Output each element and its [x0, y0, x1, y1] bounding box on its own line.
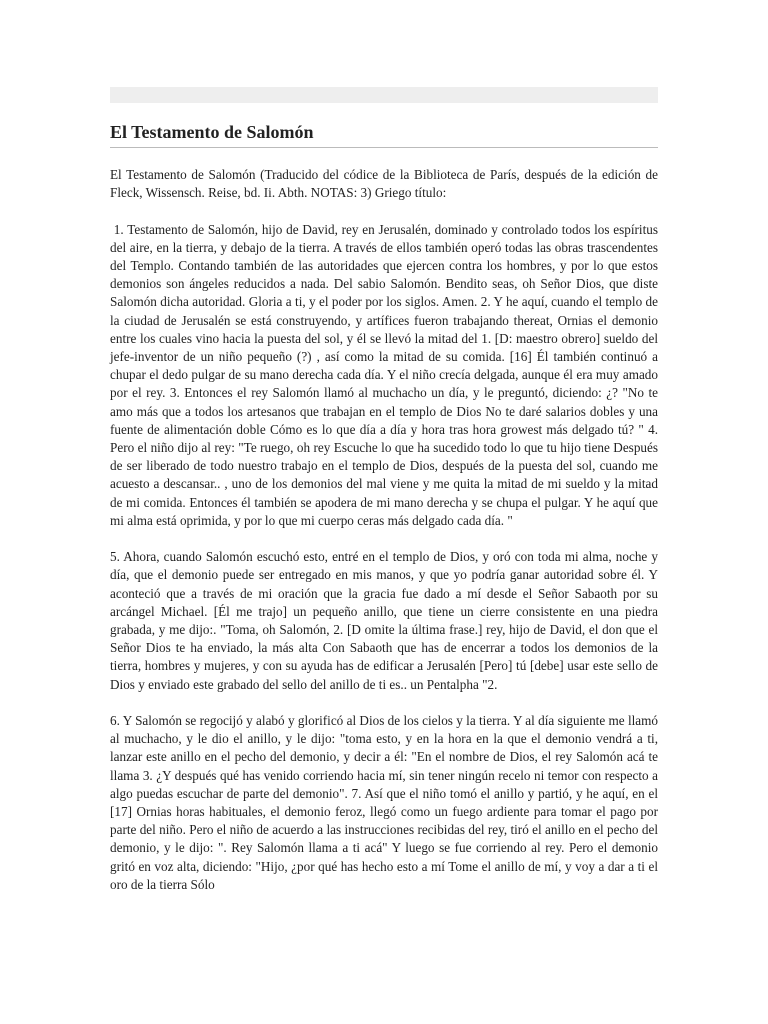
document-body [110, 166, 658, 912]
paragraph-intro: El Testamento de Salomón (Traducido del códice de la Biblioteca de París, después de la edición de Fleck, Wissensch. Reise, bd. Ii. Abth. NOTAS: 3) Griego título: [110, 167, 658, 201]
paragraph-5: 5. Ahora, cuando Salomón escuchó esto, entré en el templo de Dios, y oró con toda mi alma, noche y día, que el demonio puede ser entregado en mis manos, y que yo podría ganar autoridad sobre él. Y aconteció que a través de mi oración que la gracia fue dado a mí desde el Señor Sabaoth por su arcángel Michael. [Él me trajo] un pequeño anillo, que tiene un cierre consistente en una piedra grabada, y me dijo:. "Toma, oh Salomón, 2. [D omite la última frase.] rey, hijo de David, el don que el Señor Dios te ha enviado, la más alta Con Sabaoth que has de encerrar a todos los demonios de la tierra, hombres y mujeres, y con su ayuda has de edificar a Jerusalén [Pero] tú [debe] usar este sello de Dios y enviado este grabado del sello del anillo de ti es.. un Pentalpha "2. [110, 549, 658, 692]
paragraph-1: 1. Testamento de Salomón, hijo de David, rey en Jerusalén, dominado y controlado todos los espíritus del aire, en la tierra, y debajo de la tierra. A través de ellos también operó todas las obras trascendentes del Templo. Contando también de las autoridades que ejercen contra los hombres, y por lo que estos demonios son ángeles reducidos a nada. Del sabio Salomón. Bendito seas, oh Señor Dios, que diste Salomón dicha autoridad. Gloria a ti, y el poder por los siglos. Amen. 2. Y he aquí, cuando el templo de la ciudad de Jerusalén se está construyendo, y artífices fueron trabajando thereat, Ornias el demonio entre los cuales vino hacia la puesta del sol, y él se llevó la mitad del 1. [D: maestro obrero] sueldo del jefe-inventor de un niño pequeño (?) , así como la mitad de su comida. [16] Él también continuó a chupar el dedo pulgar de su mano derecha cada día. Y el niño crecía delgada, aunque él era muy amado por el rey. 3. Entonces el rey Salomón llamó al muchacho un día, y le preguntó, diciendo: ¿? "No te amo más que a todos los artesanos que trabajan en el templo de Dios No te daré salarios dobles y una fuente de alimentación doble Cómo es lo que día a día y hora tras hora growest más delgado tú? " 4. Pero el niño dijo al rey: "Te ruego, oh rey Escuche lo que ha sucedido todo lo que tu hijo tiene Después de ser liberado de todo nuestro trabajo en el templo de Dios, después de la puesta del sol, cuando me acuesto a descansar.. , uno de los demonios del mal viene y me quita la mitad de mi sueldo y la mitad de mi comida. Entonces él también se apodera de mi mano derecha y se chupa el pulgar. Y he aquí que mi alma está oprimida, y por lo que mi cuerpo ceras más delgado cada día. " [110, 221, 658, 528]
title-divider [110, 147, 658, 148]
header-bar [110, 87, 658, 103]
page-title: El Testamento de Salomón [110, 122, 314, 142]
paragraph-6: 6. Y Salomón se regocijó y alabó y glorificó al Dios de los cielos y la tierra. Y al día siguiente me llamó al muchacho, y le dio el anillo, y le dijo: "toma esto, y en la hora en la que el demonio vendrá a ti, lanzar este anillo en el pecho del demonio, y decir a él: "En el nombre de Dios, el rey Salomón acá te llama 3. ¿Y después qué has venido corriendo hacia mí, sin tener ningún recelo ni temor con respecto a algo puedas escuchar de parte del demonio". 7. Así que el niño tomó el anillo y partió, y he aquí, en el [17] Ornias horas habituales, el demonio feroz, llegó como un fuego ardiente para tomar el pago por parte del niño. Pero el niño de acuerdo a las instrucciones recibidas del rey, tiró el anillo en el pecho del demonio, y le dijo: ". Rey Salomón llama a ti acá" Y luego se fue corriendo al rey. Pero el demonio gritó en voz alta, diciendo: "Hijo, ¿por qué has hecho esto a mí Tome el anillo de mí, y voy a dar a ti el oro de la tierra Sólo [110, 713, 658, 892]
